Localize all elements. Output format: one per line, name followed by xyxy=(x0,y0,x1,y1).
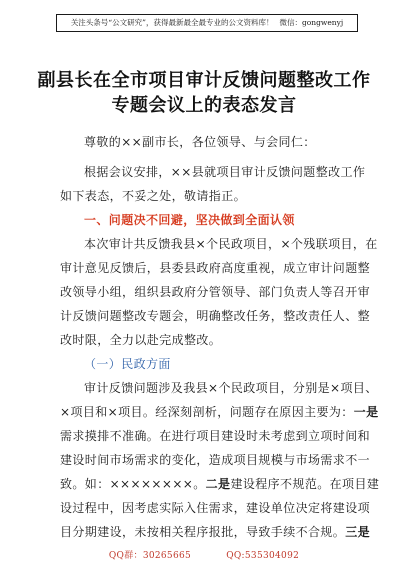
footer-qq-group: QQ群：30265665 xyxy=(108,551,192,561)
footer-qq: QQ:535304092 xyxy=(226,551,300,561)
para2-line7 xyxy=(60,520,371,544)
document-title-line1: 副县长在全市项目审计反馈问题整改工作 xyxy=(37,70,371,91)
point-three-marker: 三是 xyxy=(345,525,371,539)
para2-line5 xyxy=(60,472,380,496)
para2-line1: 审计反馈问题涉及我县×个民政项目，分别是×项目、 xyxy=(84,381,378,395)
para2-line2 xyxy=(60,400,379,424)
para2-line4: 建设时间市场需求的变化，造成项目规模与市场需求不一 xyxy=(60,453,371,467)
subsection-heading-1: （一）民政方面 xyxy=(84,357,171,371)
para2-line5-text-b: 建设程序不规范。在项目建 xyxy=(230,477,380,491)
banner-text: 关注头条号“公文研究”，获得最新最全最专业的公文资料库！ xyxy=(70,18,274,27)
promo-banner xyxy=(56,14,358,32)
para1-line5: 改时限，全力以赴完成整改。 xyxy=(60,333,222,347)
banner-wechat: 微信：gongwenyj xyxy=(279,18,344,27)
para1-line2: 审计意见反馈后，县委县政府高度重视，成立审计问题整 xyxy=(60,261,371,275)
para1-line1: 本次审计共反馈我县×个民政项目，×个残联项目，在 xyxy=(84,237,378,251)
para1-line4: 计反馈问题整改专题会，明确整改任务，整改责任人、整 xyxy=(60,309,371,323)
document-title-line2: 专题会议上的表态发言 xyxy=(111,95,297,116)
section-heading-1: 一、问题决不回避，坚决做到全面认领 xyxy=(84,213,295,227)
point-one-marker: 一是 xyxy=(353,405,379,419)
salutation: 尊敬的××副市长，各位领导、与会同仁： xyxy=(84,135,316,149)
intro-line2: 如下表态，不妥之处，敬请指正。 xyxy=(60,189,247,203)
intro-line1: 根据会议安排，××县就项目审计反馈问题整改工作 xyxy=(84,165,366,179)
para2-line7-text: 目分期建设，未按相关程序报批，导致手续不合规。 xyxy=(60,525,346,539)
para2-line2-text: ×项目和×项目。经深刻剖析，问题存在原因主要为： xyxy=(60,405,354,419)
para2-line6: 设过程中，因考虑实际入住需求，建设单位决定将建设项 xyxy=(60,501,371,515)
para1-line3: 改领导小组，组织县政府分管领导、部门负责人等召开审 xyxy=(60,285,371,299)
page-footer xyxy=(0,548,408,561)
para2-line5-text-a: 致。如：××××××××。 xyxy=(60,477,206,491)
point-two-marker: 二是 xyxy=(205,477,231,491)
para2-line3: 需求摸排不准确。在进行项目建设时未考虑到立项时间和 xyxy=(60,429,371,443)
